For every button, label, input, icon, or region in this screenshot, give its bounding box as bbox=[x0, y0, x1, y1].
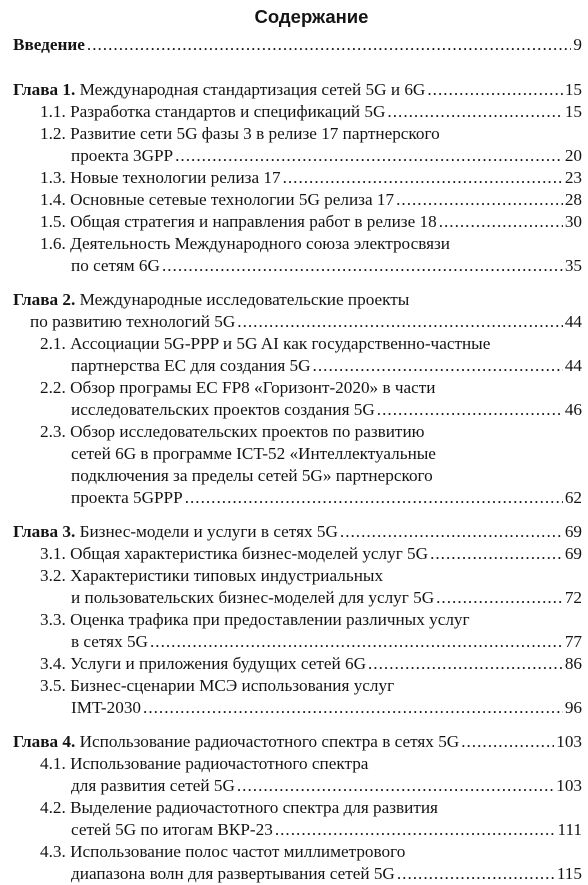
entry-line bbox=[13, 421, 582, 443]
section-number: 3.4. bbox=[40, 654, 66, 673]
section-number: 1.2. bbox=[40, 124, 66, 143]
entry-title: Использование полос частот миллиметрового bbox=[70, 842, 406, 861]
toc-entry-chapter[interactable] bbox=[13, 289, 582, 333]
entry-line bbox=[13, 79, 582, 101]
toc-entry-chapter[interactable] bbox=[13, 731, 582, 753]
entry-line bbox=[13, 333, 582, 355]
entry-title: Использование радиочастотного спектра в сетях 5G bbox=[79, 732, 460, 751]
entry-title: Деятельность Международного союза электросвязи bbox=[70, 234, 450, 253]
toc-entry-section[interactable] bbox=[13, 675, 582, 719]
entry-title: Выделение радиочастотного спектра для развития bbox=[70, 798, 438, 817]
entry-text bbox=[71, 819, 273, 841]
page-number: 69 bbox=[564, 522, 582, 541]
section-number: 4.3. bbox=[40, 842, 66, 861]
page-title: Содержание bbox=[254, 6, 369, 27]
entry-line bbox=[13, 211, 582, 233]
entry-line bbox=[13, 465, 582, 487]
page-number: 96 bbox=[564, 698, 582, 717]
entry-line bbox=[13, 289, 582, 311]
entry-title: диапазона волн для развертывания сетей 5G bbox=[71, 864, 395, 883]
entry-text bbox=[40, 378, 435, 397]
dot-leader bbox=[237, 775, 554, 797]
entry-title: Услуги и приложения будущих сетей 6G bbox=[70, 654, 366, 673]
entry-line bbox=[13, 775, 582, 797]
page-number: 77 bbox=[564, 632, 582, 651]
toc-entry-section[interactable] bbox=[13, 211, 582, 233]
dot-leader bbox=[237, 311, 563, 333]
chapter-gap bbox=[13, 509, 582, 521]
entry-text bbox=[71, 255, 160, 277]
entry-title: Основные сетевые технологии 5G релиза 17 bbox=[70, 190, 395, 209]
entry-title: IMT-2030 bbox=[71, 698, 142, 717]
toc-entry-section[interactable] bbox=[13, 233, 582, 277]
chapter-number: Глава 4. bbox=[13, 732, 76, 751]
section-number: 3.3. bbox=[40, 610, 66, 629]
page-number: 35 bbox=[564, 256, 582, 275]
entry-title: партнерства ЕС для создания 5G bbox=[71, 356, 311, 375]
chapter-gap bbox=[13, 277, 582, 289]
section-number: 2.3. bbox=[40, 422, 66, 441]
toc-entry-section[interactable] bbox=[13, 797, 582, 841]
entry-line bbox=[13, 753, 582, 775]
entry-title: Новые технологии релиза 17 bbox=[70, 168, 281, 187]
entry-title: Обзор исследовательских проектов по развитию bbox=[70, 422, 425, 441]
entry-text bbox=[71, 775, 235, 797]
entry-line bbox=[13, 355, 582, 377]
toc-entry-intro[interactable] bbox=[13, 34, 582, 56]
entry-text bbox=[30, 311, 235, 333]
entry-text bbox=[71, 466, 433, 485]
dot-leader bbox=[283, 167, 563, 189]
entry-title: проекта 3GPP bbox=[71, 146, 174, 165]
entry-title: исследовательских проектов создания 5G bbox=[71, 400, 375, 419]
toc-entry-chapter[interactable] bbox=[13, 521, 582, 543]
entry-line bbox=[13, 819, 582, 841]
entry-title: Разработка стандартов и спецификаций 5G bbox=[70, 102, 386, 121]
entry-line bbox=[13, 631, 582, 653]
toc-entry-section[interactable] bbox=[13, 841, 582, 885]
intro-label: Введение bbox=[13, 35, 85, 54]
toc-entry-section[interactable] bbox=[13, 377, 582, 421]
toc-entry-section[interactable] bbox=[13, 101, 582, 123]
entry-text bbox=[40, 798, 438, 817]
dot-leader bbox=[175, 145, 563, 167]
entry-title: сетей 5G по итогам ВКР-23 bbox=[71, 820, 273, 839]
entry-text bbox=[40, 676, 394, 695]
section-number: 4.2. bbox=[40, 798, 66, 817]
page-number: 46 bbox=[564, 400, 582, 419]
entry-title: Оценка трафика при предоставлении различных услуг bbox=[70, 610, 470, 629]
page-number: 72 bbox=[564, 588, 582, 607]
entry-title: Развитие сети 5G фазы 3 в релизе 17 партнерского bbox=[70, 124, 440, 143]
entry-title: Общая стратегия и направления работ в релизе 18 bbox=[70, 212, 437, 231]
entry-line bbox=[13, 675, 582, 697]
entry-line bbox=[13, 311, 582, 333]
section-number: 1.1. bbox=[40, 102, 66, 121]
entry-text bbox=[40, 543, 428, 565]
entry-line bbox=[13, 565, 582, 587]
dot-leader bbox=[387, 101, 562, 123]
page-number: 15 bbox=[564, 102, 582, 121]
entry-text bbox=[13, 79, 425, 101]
entry-line bbox=[13, 587, 582, 609]
entry-line bbox=[13, 189, 582, 211]
dot-leader bbox=[427, 79, 562, 101]
entry-text bbox=[40, 653, 366, 675]
entry-text bbox=[13, 34, 85, 56]
toc-entry-section[interactable] bbox=[13, 421, 582, 509]
entry-line bbox=[13, 609, 582, 631]
entry-text bbox=[71, 145, 173, 167]
entry-text bbox=[40, 189, 394, 211]
toc-list bbox=[13, 34, 582, 885]
entry-title: для развития сетей 5G bbox=[71, 776, 235, 795]
entry-title: Бизнес-сценарии МСЭ использования услуг bbox=[70, 676, 395, 695]
entry-title: по развитию технологий 5G bbox=[30, 312, 236, 331]
page-number: 23 bbox=[564, 168, 582, 187]
entry-title: в сетях 5G bbox=[71, 632, 148, 651]
dot-leader bbox=[143, 697, 563, 719]
section-number: 2.2. bbox=[40, 378, 66, 397]
entry-line bbox=[13, 233, 582, 255]
page-number: 44 bbox=[564, 356, 582, 375]
entry-line bbox=[13, 731, 582, 753]
dot-leader bbox=[436, 587, 563, 609]
dot-leader bbox=[461, 731, 554, 753]
dot-leader bbox=[430, 543, 563, 565]
dot-leader bbox=[439, 211, 563, 233]
toc-entry-section[interactable] bbox=[13, 565, 582, 609]
entry-line bbox=[13, 101, 582, 123]
section-number: 1.6. bbox=[40, 234, 66, 253]
entry-text bbox=[71, 487, 183, 509]
entry-title: по сетям 6G bbox=[71, 256, 160, 275]
entry-title: Общая характеристика бизнес-моделей услуг 5G bbox=[70, 544, 429, 563]
entry-line bbox=[13, 543, 582, 565]
entry-title: Ассоциации 5G-PPP и 5G AI как государственно-частные bbox=[70, 334, 491, 353]
entry-text bbox=[40, 610, 470, 629]
entry-line bbox=[13, 841, 582, 863]
entry-line bbox=[13, 697, 582, 719]
entry-text bbox=[40, 234, 450, 253]
entry-text bbox=[71, 697, 141, 719]
page-number: 86 bbox=[564, 654, 582, 673]
intro-gap bbox=[13, 56, 582, 67]
page-number: 103 bbox=[556, 776, 582, 795]
page-number: 9 bbox=[573, 35, 582, 54]
entry-text bbox=[71, 399, 375, 421]
page-number: 62 bbox=[564, 488, 582, 507]
entry-line bbox=[13, 34, 582, 56]
section-number: 3.2. bbox=[40, 566, 66, 585]
chapter-gap bbox=[13, 719, 582, 731]
chapter-number: Глава 2. bbox=[13, 290, 76, 309]
chapter-number: Глава 1. bbox=[13, 80, 76, 99]
toc-entry-section[interactable] bbox=[13, 543, 582, 565]
entry-text bbox=[40, 842, 405, 861]
page-number: 111 bbox=[557, 820, 582, 839]
entry-title: и пользовательских бизнес-моделей для услуг 5G bbox=[71, 588, 435, 607]
entry-title: Международные исследовательские проекты bbox=[79, 290, 410, 309]
entry-line bbox=[13, 399, 582, 421]
page-number: 15 bbox=[564, 80, 582, 99]
section-number: 4.1. bbox=[40, 754, 66, 773]
page-number: 28 bbox=[564, 190, 582, 209]
page-number: 103 bbox=[556, 732, 582, 751]
dot-leader bbox=[396, 189, 563, 211]
toc-entry-chapter[interactable] bbox=[13, 79, 582, 101]
page-number: 115 bbox=[556, 864, 582, 883]
entry-text bbox=[71, 444, 436, 463]
entry-title: проекта 5GPPP bbox=[71, 488, 183, 507]
section-number: 1.4. bbox=[40, 190, 66, 209]
dot-leader bbox=[313, 355, 563, 377]
chapter-gap bbox=[13, 67, 582, 79]
entry-line bbox=[13, 443, 582, 465]
dot-leader bbox=[275, 819, 556, 841]
entry-line bbox=[13, 255, 582, 277]
toc-entry-section[interactable] bbox=[13, 609, 582, 653]
toc-entry-section[interactable] bbox=[13, 333, 582, 377]
page-number: 20 bbox=[564, 146, 582, 165]
dot-leader bbox=[185, 487, 563, 509]
entry-title: подключения за пределы сетей 5G» партнерского bbox=[71, 466, 433, 485]
section-number: 1.3. bbox=[40, 168, 66, 187]
entry-text bbox=[40, 101, 385, 123]
entry-text bbox=[40, 211, 437, 233]
section-number: 1.5. bbox=[40, 212, 66, 231]
entry-line bbox=[13, 521, 582, 543]
entry-text bbox=[13, 521, 338, 543]
entry-line bbox=[13, 487, 582, 509]
dot-leader bbox=[150, 631, 563, 653]
entry-title: Использование радиочастотного спектра bbox=[70, 754, 369, 773]
dot-leader bbox=[368, 653, 563, 675]
entry-line bbox=[13, 145, 582, 167]
dot-leader bbox=[162, 255, 563, 277]
entry-text bbox=[71, 587, 434, 609]
entry-text bbox=[40, 334, 490, 353]
entry-text bbox=[13, 731, 459, 753]
section-number: 3.1. bbox=[40, 544, 66, 563]
entry-text bbox=[71, 355, 311, 377]
dot-leader bbox=[377, 399, 563, 421]
toc-entry-section[interactable] bbox=[13, 753, 582, 797]
dot-leader bbox=[87, 34, 572, 56]
entry-title: Международная стандартизация сетей 5G и 6G bbox=[79, 80, 426, 99]
entry-text bbox=[40, 167, 281, 189]
page-number: 44 bbox=[564, 312, 582, 331]
entry-title: Характеристики типовых индустриальных bbox=[70, 566, 384, 585]
entry-line bbox=[13, 123, 582, 145]
entry-line bbox=[13, 377, 582, 399]
entry-text bbox=[13, 290, 409, 309]
toc-entry-section[interactable] bbox=[13, 189, 582, 211]
entry-text bbox=[40, 566, 383, 585]
entry-text bbox=[40, 422, 424, 441]
entry-line bbox=[13, 653, 582, 675]
entry-line bbox=[13, 797, 582, 819]
entry-text bbox=[40, 124, 440, 143]
page-number: 69 bbox=[564, 544, 582, 563]
section-number: 3.5. bbox=[40, 676, 66, 695]
entry-title: Бизнес-модели и услуги в сетях 5G bbox=[79, 522, 338, 541]
entry-line bbox=[13, 167, 582, 189]
entry-text bbox=[40, 754, 368, 773]
entry-text bbox=[71, 631, 148, 653]
toc-entry-section[interactable] bbox=[13, 653, 582, 675]
entry-title: Обзор програмы ЕС FP8 «Горизонт-2020» в части bbox=[70, 378, 436, 397]
page-number: 30 bbox=[564, 212, 582, 231]
entry-title: сетей 6G в программе ICT-52 «Интеллектуальные bbox=[71, 444, 436, 463]
toc-entry-section[interactable] bbox=[13, 123, 582, 167]
section-number: 2.1. bbox=[40, 334, 66, 353]
dot-leader bbox=[340, 521, 563, 543]
chapter-number: Глава 3. bbox=[13, 522, 76, 541]
toc-entry-section[interactable] bbox=[13, 167, 582, 189]
